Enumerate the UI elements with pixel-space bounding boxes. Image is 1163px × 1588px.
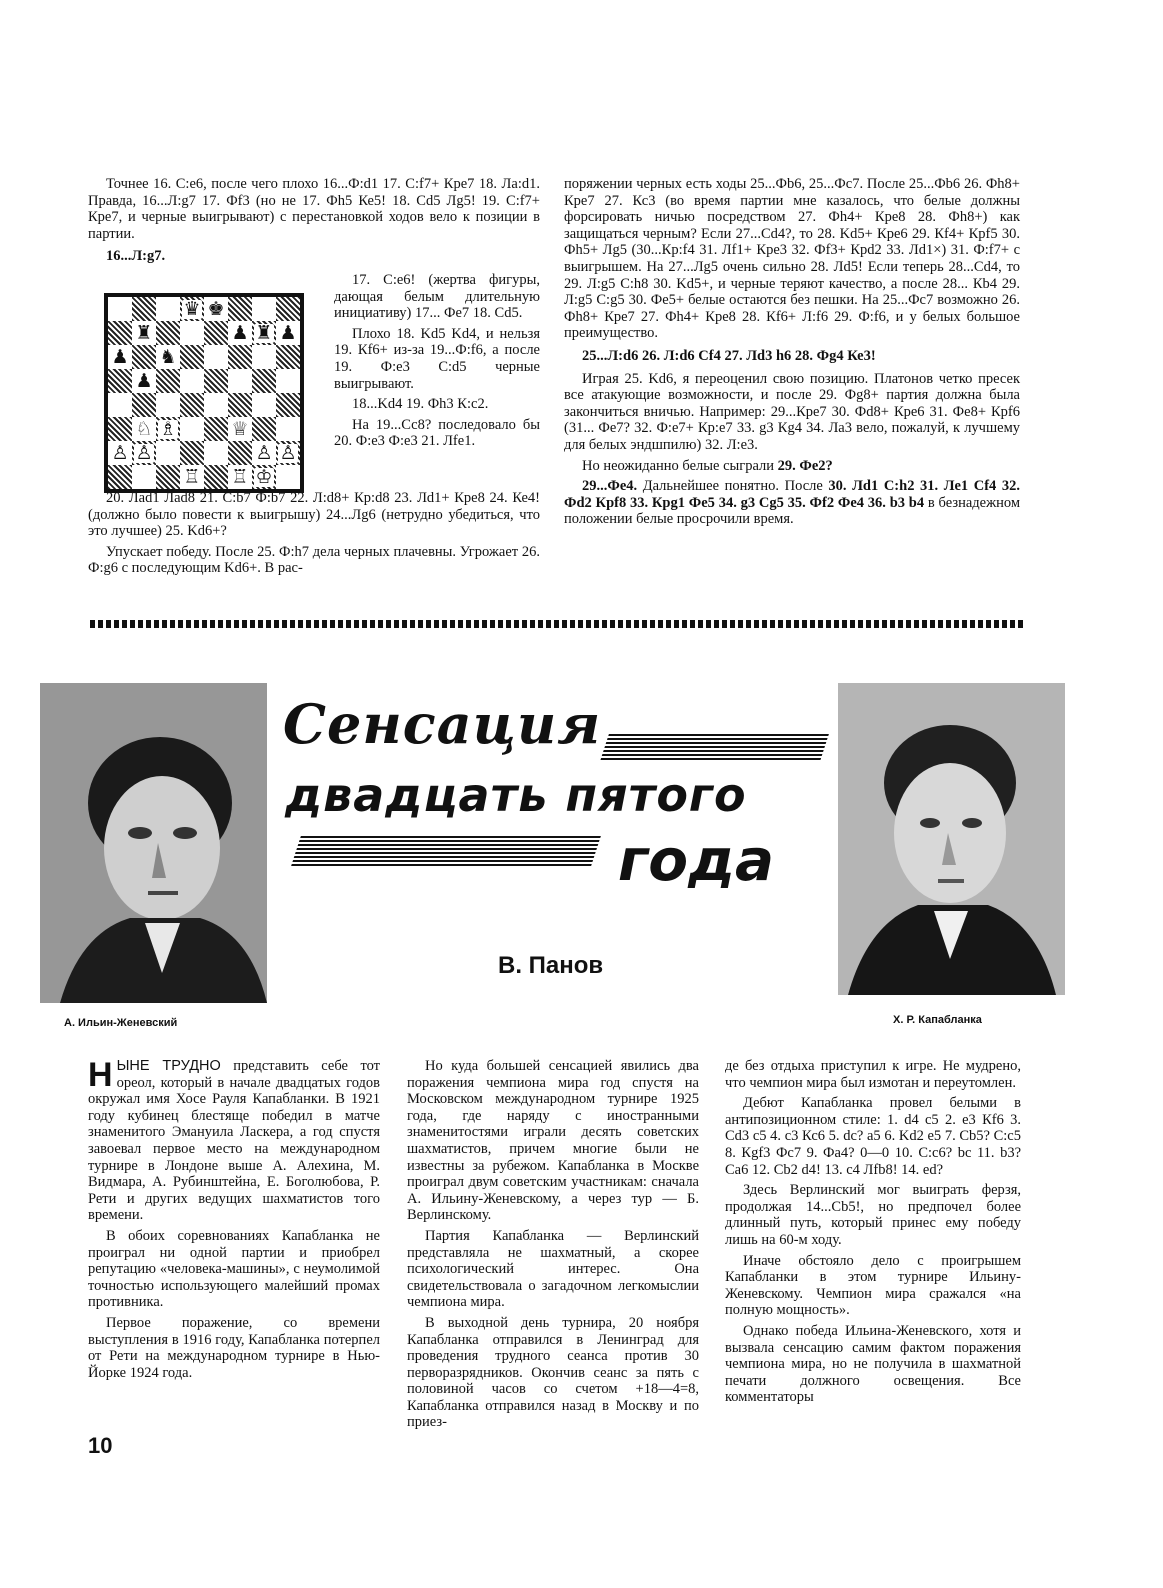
board-square [156,369,180,393]
article-title-line1: Сенсация [283,692,602,756]
board-square [108,369,132,393]
board-square [204,321,228,345]
board-square [276,297,300,321]
board-square [252,345,276,369]
board-square [108,321,132,345]
board-square [156,393,180,417]
chess-piece-icon: ♟ [279,321,297,344]
article-paragraph: Здесь Верлинский мог выиграть ферзя, продолжая 14...Cb5!, но предпочел более длинный путь, который принес ему победу лишь на 60-м ходу. [725,1182,1021,1248]
board-square [156,321,180,345]
board-square [228,465,252,489]
board-square [156,417,180,441]
annotation-paragraph: На 19...Сс8? последовало бы 20. Ф:е3 Ф:е3 21. Лfе1. [334,416,540,450]
board-square [276,393,300,417]
section-divider [90,620,1025,628]
board-square [252,369,276,393]
chess-piece-icon: ♙ [255,441,273,464]
board-square [252,417,276,441]
chess-piece-icon: ♙ [279,441,297,464]
board-square [204,465,228,489]
board-square [252,297,276,321]
board-square [204,345,228,369]
board-square [228,345,252,369]
article-paragraph: де без отдыха приступил к игре. Не мудрено, что чемпион мира был измотан и переутомлен. [725,1058,1021,1091]
chess-piece-icon: ♖ [183,465,201,488]
article-column-1 [88,1058,380,1385]
caption-right: Х. Р. Капабланка [893,1014,982,1026]
board-square [132,417,156,441]
annotation-paragraph: поряжении черных есть ходы 25...Фb6, 25...Фс7. После 25...Фb6 26. Фh8+ Кре7 27. Кс3 (во время партии мне казалось, что белые должны форсировать ничью посредством 27. Фh4+ Кре8 28. Фh8+) как защищаться черным? Если 27...Cd4?, то 28. Kd5+ Кре6 29. Кf4+ Крf5 30. Фh5+ Лg5 (30...Кр:f4 31. Лf1+ Кре3 32. Фf3+ Крd2 33. Лd1×) 31. Ф:f7+ с выигрышем. На 27...Лg5 очень сильно 28. Лd5! Если теперь 28...Cd4, то 29. Л:g5 С:h8 30. Kd5+, и черные теряют качество, а после 28... Кb4 29. Л:g5 С:g5 30. Фе5+ белые остаются без пешки. На 25...Фс7 возможно 26. Фh8+ Кре7 27. Фh4+ Кре8 28. Кf6+ Л:f6 29. Ф:f6, и у белых большое преимущество. [564,176,1020,342]
board-square [276,465,300,489]
board-square [132,321,156,345]
article-title-line3: года [618,826,775,894]
board-square [108,441,132,465]
board-square [180,393,204,417]
chess-piece-icon: ♛ [183,297,201,320]
chess-piece-icon: ♔ [255,465,273,488]
board-square [228,297,252,321]
article-paragraph: Но куда большей сенсацией явились два поражения чемпиона мира год спустя на Московском международном турнире 1925 года, где наряду с иностранными знаменитостями играли десять советских шахматистов, причем многие были не известны за рубежом. Капабланка в Москве проиграл двум советским участникам: сначала А. Ильину-Женевскому, а через тур — Б. Верлинскому. [407,1058,699,1224]
board-square [156,441,180,465]
portrait-ilyin-zhenevsky [40,683,267,1003]
board-square [204,417,228,441]
annotation-paragraph: 17. С:е6! (жертва фигуры, дающая белым длительную инициативу) 17... Фе7 18. Cd5. [334,272,540,322]
move-line: 16...Л:g7. [106,248,166,265]
annotation-paragraph: Точнее 16. С:е6, после чего плохо 16...Ф:d1 17. С:f7+ Кре7 18. Ла:d1. Правда, 16...Л:g7 17. Фf3 (но не 17. Фh5 Ке5! 18. Cd5 Лg5! 19. С:f7+ Кре7, и черные выигрывают) с перестановкой ходов вело к позиции в партии. [88,176,540,242]
board-square [276,345,300,369]
board-square [108,297,132,321]
article-paragraph: Дебют Капабланка провел белыми в антипозиционном стиле: 1. d4 c5 2. е3 Кf6 3. Cd3 c5 4. с3 Кс6 5. dc? а5 6. Kd2 е5 7. Cb5? С:с5 8. Кgf3 Фс7 9. Фа4? 0—0 10. С:с6? bc 11. b3? Са6 12. Cb2 d4! 13. с4 Лfb8! 14. ed? [725,1095,1021,1178]
board-square [156,345,180,369]
chess-piece-icon: ♕ [231,417,249,440]
title-hatching [291,836,601,866]
annotation-paragraph: Упускает победу. После 25. Ф:h7 дела черных плачевны. Угрожает 26. Ф:g6 с последующим Kd6+. В рас- [88,543,540,577]
chess-piece-icon: ♙ [111,441,129,464]
article-paragraph: В выходной день турнира, 20 ноября Капабланка отправился в Ленинград для проведения трудного сеанса против 30 перворазрядников. Окончив сеанс за пять с половиной часов со счетом +18—4=8, Капабланка отправился назад в Москву и по приез- [407,1314,699,1431]
board-square [132,441,156,465]
chess-piece-icon: ♟ [111,345,129,368]
article-paragraph: В обоих соревнованиях Капабланка не проиграл ни одной партии и приобрел репутацию «человека-машины», с неумолимой точностью использующего малейший промах противника. [88,1227,380,1311]
annotation-paragraph: 18...Kd4 19. Фh3 К:с2. [352,396,489,413]
board-square [228,393,252,417]
board-square [276,441,300,465]
board-square [228,321,252,345]
move-line: 25...Л:d6 26. Л:d6 Cf4 27. Лd3 h6 28. Фg4 Ке3! [582,347,876,364]
top-right-column [564,176,1020,532]
drop-cap: Н [88,1056,113,1094]
title-hatching [600,732,829,760]
board-square [276,321,300,345]
board-square [252,441,276,465]
article-paragraph: Первое поражение, со времени выступления в 1916 году, Капабланка потерпел от Рети на международном турнире в Нью-Йорке 1924 года. [88,1314,380,1381]
board-square [276,417,300,441]
board-square [132,297,156,321]
board-square [204,393,228,417]
board-square [252,465,276,489]
chess-diagram [104,293,304,493]
board-square [132,369,156,393]
top-left-column-lower [88,490,540,581]
board-square [156,297,180,321]
board-square [180,441,204,465]
board-square [204,297,228,321]
top-left-column [88,176,540,271]
article-column-3 [725,1058,1021,1410]
board-square [276,369,300,393]
caption-left: А. Ильин-Женевский [64,1017,178,1029]
chess-piece-icon: ♜ [135,321,153,344]
board-square [252,321,276,345]
annotation-paragraph: Но неожиданно белые сыграли 29. Фе2? [582,457,833,474]
board-square [132,393,156,417]
annotation-paragraph: 29...Фе4. Дальнейшее понятно. После 30. Лd1 С:h2 31. Ле1 Cf4 32. Фd2 Крf8 33. Крg1 Фе5 34. g3 Cg5 35. Фf2 Фе4 36. b3 b4 в безнадежном положении белые просрочили время. [564,478,1021,528]
chess-piece-icon: ♙ [135,441,153,464]
board-square [180,297,204,321]
board-square [180,321,204,345]
chess-piece-icon: ♘ [135,417,153,440]
article-title-line2: двадцать пятого [285,768,747,822]
board-square [108,345,132,369]
board-square [180,345,204,369]
article-paragraph: Иначе обстояло дело с проигрышем Капабланки в этом турнире Ильину-Женевскому. Чемпион мира сражался «на полную мощность». [725,1252,1021,1319]
board-square [180,369,204,393]
board-square [108,417,132,441]
board-square [180,465,204,489]
annotation-paragraph: 20. Лad1 Лad8 21. С:b7 Ф:b7 22. Л:d8+ Кр:d8 23. Лd1+ Кре8 24. Ке4! (должно было повести к выигрышу) 24...Лg6 (нетрудно убедиться, что это лучшее) 25. Kd6+? [88,490,540,540]
board-square [108,393,132,417]
board-square [204,441,228,465]
board-square [156,465,180,489]
article-author: В. Панов [498,952,604,979]
chess-piece-icon: ♜ [255,321,273,344]
article-column-2 [407,1058,699,1435]
chess-piece-icon: ♖ [231,465,249,488]
page-number: 10 [88,1433,113,1458]
board-square [228,369,252,393]
chess-piece-icon: ♞ [159,345,177,368]
annotation-paragraph: Плохо 18. Kd5 Kd4, и нельзя 19. Кf6+ из-за 19...Ф:f6, а после 19. Ф:е3 С:d5 черные выигрывают. [334,325,540,392]
article-paragraph: НЫНЕ ТРУДНО представить себе тот ореол, который в начале двадцатых годов окружал имя Хосе Рауля Капабланки. В 1921 году кубинец блестяще победил в матче знаменитого Эмануила Ласкера, а год спустя завоевал первое место на международном турнире в Лондоне выше А. Алехина, М. Видмара, А. Рубинштейна, Е. Боголюбова, Р. Рети и других ведущих шахматистов того времени. [88,1056,380,1224]
article-paragraph: Партия Капабланка — Верлинский представляла не шахматный, а скорее психологический интерес. Она свидетельствовала о загадочном легкомыслии чемпиона мира. [407,1227,699,1311]
board-square [132,465,156,489]
board-square [108,465,132,489]
board-square [204,369,228,393]
board-square [252,393,276,417]
annotation-paragraph: Играя 25. Kd6, я переоценил свою позицию. Платонов четко пресек все атакующие возможности, и после 29. Фg8+ партия должна была закончиться вничью. Например: 29...Кре7 30. Фd8+ Кре6 31. Фе8+ Крf6 (31... Фе7? 32. Ф:е7+ Кр:е7 33. g3 Кg4 34. Ла3 вело, пожалуй, к лучшему для белых эндшпилю) 32. Л:е3. [564,370,1020,453]
chess-piece-icon: ♚ [207,297,225,320]
board-square [228,417,252,441]
portrait-capablanca [838,683,1065,995]
board-square [132,345,156,369]
chess-piece-icon: ♟ [135,369,153,392]
article-paragraph: Однако победа Ильина-Женевского, хотя и вызвала сенсацию самим фактом поражения чемпиона мира, но не получила в шахматной печати должного освещения. Все комментаторы [725,1322,1021,1406]
beside-board-text [334,272,540,454]
board-square [180,417,204,441]
board-square [228,441,252,465]
chess-piece-icon: ♟ [231,321,249,344]
chess-piece-icon: ♗ [159,417,177,440]
